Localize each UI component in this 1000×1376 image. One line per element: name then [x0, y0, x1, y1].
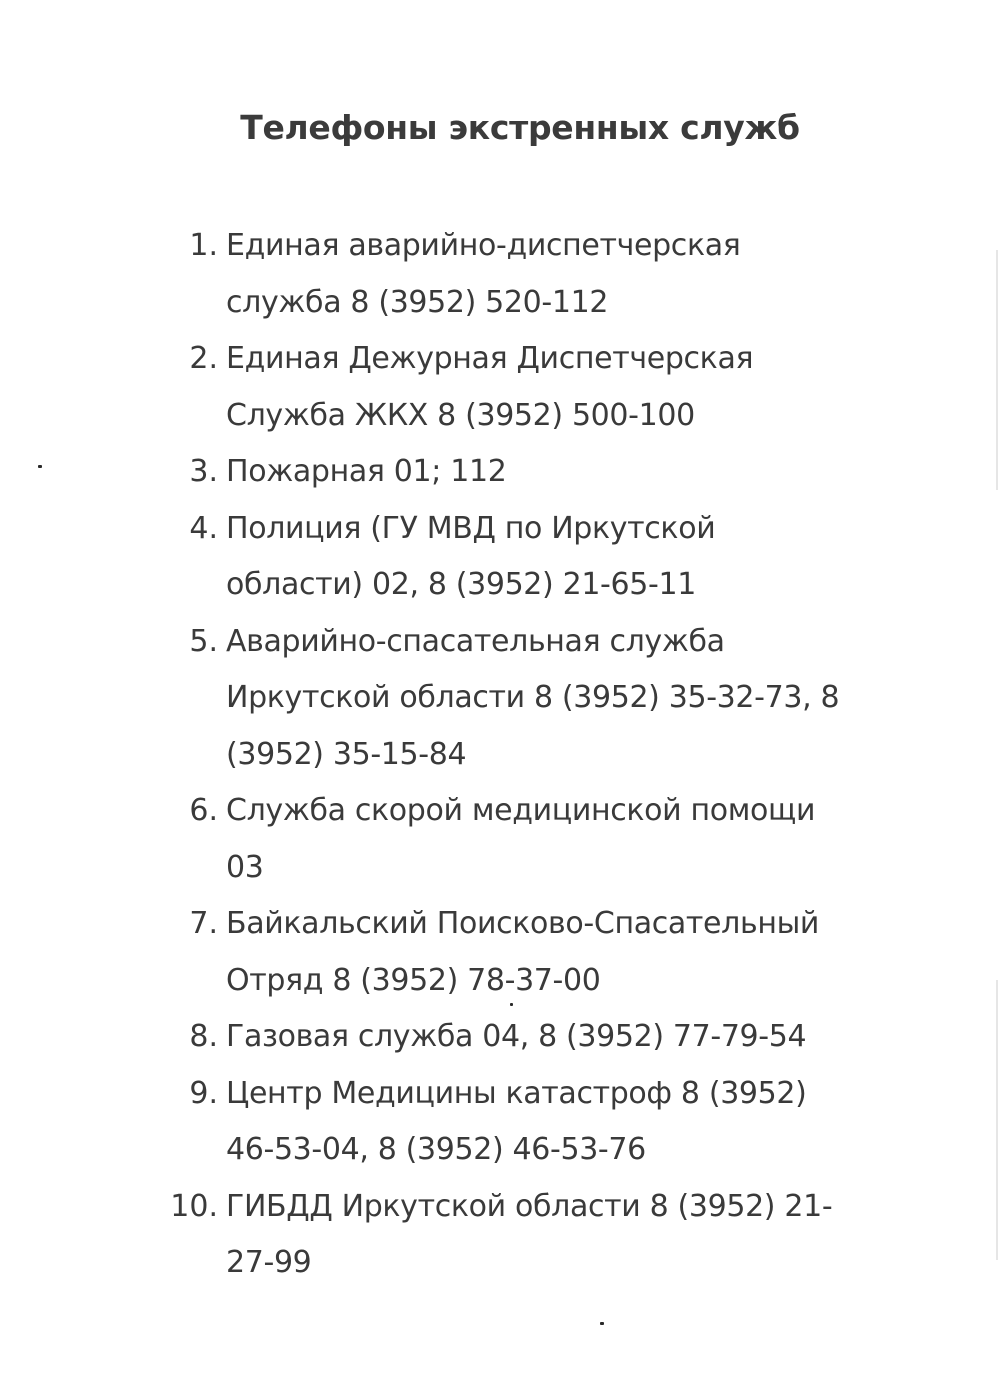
list-item-line: Единая аварийно-диспетчерская	[226, 228, 741, 263]
list-item	[0, 783, 1000, 896]
list-item-text	[226, 783, 876, 896]
list-item-line: Служба ЖКХ 8 (3952) 500-100	[226, 397, 695, 433]
list-item-number: 7.	[189, 906, 218, 941]
list-item-line: 03	[226, 849, 264, 885]
list-item	[0, 218, 1000, 331]
list-item-number: 10.	[170, 1188, 218, 1224]
list-item-text	[226, 614, 876, 784]
list-item-text	[226, 1009, 876, 1066]
list-item	[0, 896, 1000, 1009]
list-item-line: Служба скорой медицинской помощи	[226, 793, 816, 828]
list-item-number: 6.	[189, 793, 218, 828]
scan-speck	[600, 1322, 604, 1325]
list-item-number: 8.	[189, 1019, 218, 1054]
list-item	[0, 501, 1000, 614]
list-item-line: 46-53-04, 8 (3952) 46-53-76	[226, 1132, 646, 1167]
list-item-number: 5.	[189, 623, 218, 659]
list-item-line: Аварийно-спасательная служба	[226, 623, 725, 659]
list-item	[0, 331, 1000, 444]
list-item-text	[226, 331, 876, 444]
scan-speck	[38, 465, 42, 468]
list-item-number: 9.	[189, 1075, 218, 1111]
list-item-line: Центр Медицины катастроф 8 (3952)	[226, 1075, 807, 1111]
list-item-line: Газовая служба 04, 8 (3952) 77-79-54	[226, 1019, 807, 1054]
list-item-line: Единая Дежурная Диспетчерская	[226, 341, 754, 376]
list-item-number: 2.	[189, 341, 218, 376]
list-item-line: Байкальский Поисково-Спасательный	[226, 906, 820, 941]
page-title: Телефоны экстренных служб	[240, 108, 800, 147]
list-item-line: 27-99	[226, 1245, 312, 1280]
list-item-line: ГИБДД Иркутской области 8 (3952) 21-	[226, 1188, 833, 1224]
list-item-text	[226, 444, 876, 501]
list-item-line: (3952) 35-15-84	[226, 736, 467, 772]
list-item	[0, 1009, 1000, 1066]
list-item-line: Иркутской области 8 (3952) 35-32-73, 8	[226, 680, 840, 715]
list-item-text	[226, 218, 876, 331]
list-item	[0, 614, 1000, 784]
list-item-text	[226, 1066, 876, 1179]
list-item-number: 4.	[189, 510, 218, 546]
list-item	[0, 1066, 1000, 1179]
scan-speck	[510, 1003, 513, 1006]
list-item-number: 1.	[189, 228, 218, 263]
list-item-text	[226, 501, 876, 614]
list-item-number: 3.	[189, 454, 218, 489]
list-item-line: области) 02, 8 (3952) 21-65-11	[226, 567, 696, 602]
list-item-line: Отряд 8 (3952) 78-37-00	[226, 962, 601, 998]
emergency-services-list	[0, 218, 1000, 1292]
list-item	[0, 1179, 1000, 1292]
list-item-line: Полиция (ГУ МВД по Иркутской	[226, 510, 716, 546]
list-item-line: служба 8 (3952) 520-112	[226, 284, 609, 320]
list-item-text	[226, 1179, 876, 1292]
list-item-text	[226, 896, 876, 1009]
list-item	[0, 444, 1000, 501]
list-item-line: Пожарная 01; 112	[226, 454, 507, 489]
